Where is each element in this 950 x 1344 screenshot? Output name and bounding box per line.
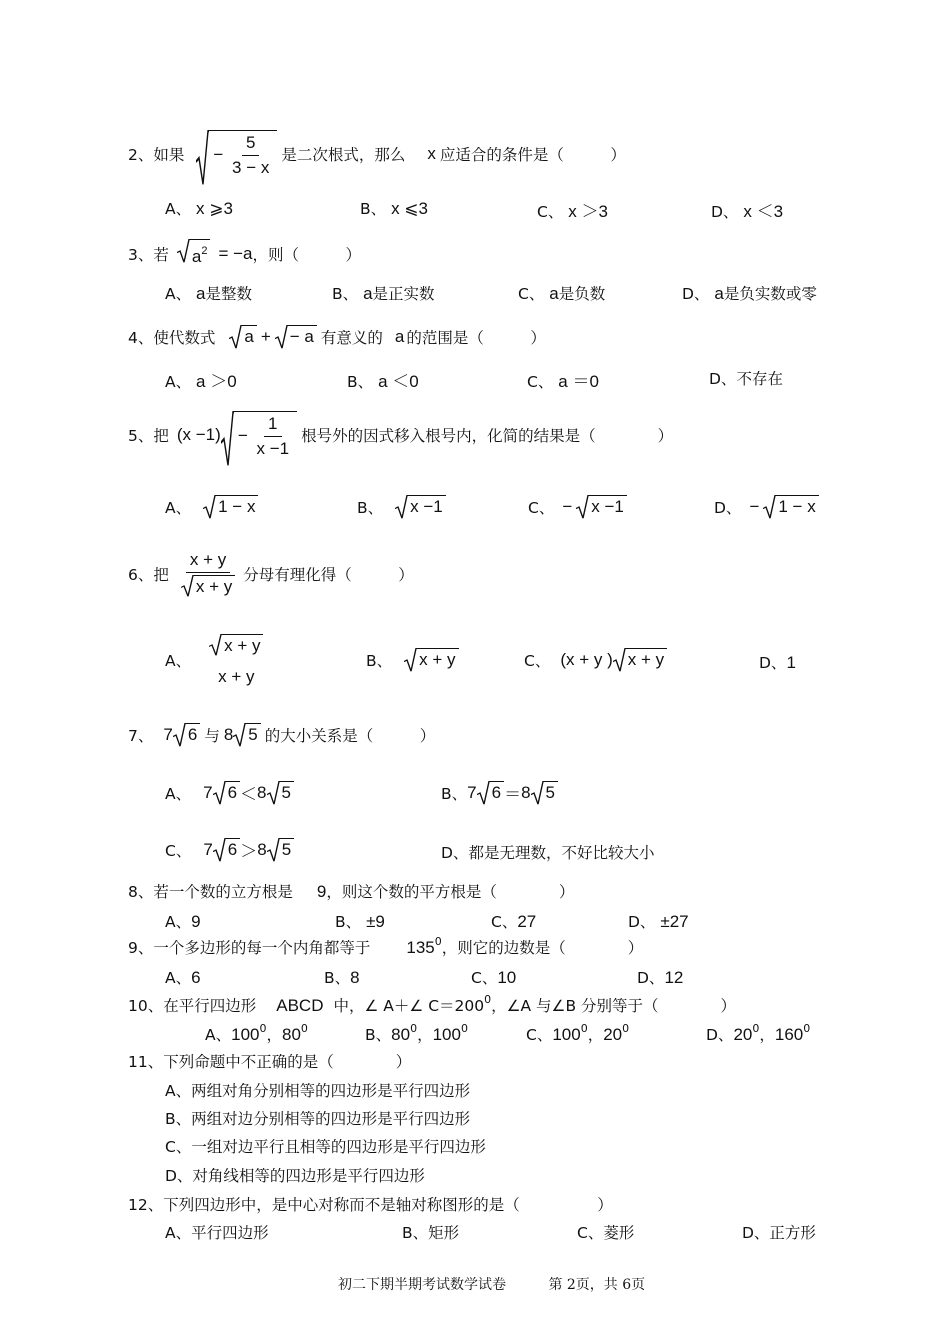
q4-rad1-body: a <box>242 325 256 348</box>
q10-option-c[interactable] <box>526 1022 629 1045</box>
q5-frac-num: 1 <box>264 414 281 437</box>
q8-value: 9 <box>316 882 327 901</box>
q10-c-deg1: 0 <box>580 1022 588 1035</box>
q12-option-a[interactable]: A、平行四边形 <box>165 1224 269 1242</box>
q7-d-text: 都是无理数，不好比较大小 <box>468 844 655 862</box>
q4-rad2-body: − a <box>288 325 317 348</box>
q10-a-v2: 80 <box>282 1025 301 1044</box>
q8-tail: ，则这个数的平方根是（ ） <box>326 883 575 901</box>
q6-frac-num: x + y <box>186 550 230 573</box>
q6-option-b[interactable] <box>366 648 459 671</box>
radical-sign-icon <box>233 723 246 747</box>
q10-c-deg2: 0 <box>622 1022 630 1035</box>
q7-mid: 与 <box>204 726 220 745</box>
q4-b-value: a ＜0 <box>378 372 419 391</box>
q5-c-radical <box>576 495 627 518</box>
q5-factor: (x −1) <box>176 425 221 444</box>
q6-tail: 分母有理化得（ ） <box>243 566 414 584</box>
q7-rad-1: 6 <box>186 723 200 746</box>
q2-var: x <box>427 144 436 163</box>
q5-c-rad: x −1 <box>589 495 627 518</box>
q3-exponent: 2 <box>201 245 208 257</box>
q10-d-v2: 160 <box>774 1025 804 1044</box>
q5-a-radical <box>203 495 258 518</box>
question-5 <box>128 406 673 464</box>
q2-b-value: x ⩽3 <box>391 199 428 218</box>
q7-c-relation: ＞ <box>240 842 258 861</box>
q10-c-v2: 20 <box>603 1025 623 1044</box>
q2-c-label: C、 <box>537 203 564 221</box>
q10-b-deg1: 0 <box>410 1022 418 1035</box>
q7-c-rad-2: 5 <box>280 838 294 861</box>
radical-sign-icon <box>181 575 194 597</box>
radical-sign-icon <box>275 325 288 349</box>
q5-fraction <box>252 414 293 459</box>
q5-c-label: C、 <box>528 498 555 517</box>
q5-option-d[interactable] <box>714 495 819 518</box>
q5-stem-number: 5、把 <box>128 427 169 445</box>
q4-option-d[interactable] <box>709 367 783 389</box>
question-4 <box>128 325 546 348</box>
q6-c-rad: x + y <box>626 648 667 671</box>
q7-option-d[interactable] <box>441 841 654 863</box>
q5-a-rad: 1 − x <box>216 495 258 518</box>
q10-c-label: C、 <box>526 1026 553 1044</box>
q6-option-a[interactable] <box>165 630 267 690</box>
q7-a-radical-1 <box>213 781 240 804</box>
q9-c-value: 10 <box>497 968 517 987</box>
q6-c-radical <box>613 648 667 671</box>
q6-a-den: x + y <box>218 666 255 686</box>
q10-a-sep: ， <box>266 1026 282 1044</box>
q7-coef-1: 7 <box>163 724 173 744</box>
q8-c-label: C、 <box>491 913 518 931</box>
q10-d-deg1: 0 <box>752 1022 760 1035</box>
q10-option-a[interactable] <box>205 1022 308 1045</box>
q3-rad-var: a <box>191 247 202 266</box>
q7-b-radical-1 <box>477 781 504 804</box>
q4-radical-1 <box>229 325 256 348</box>
q5-c-sign: − <box>562 496 573 516</box>
q6-stem-number: 6、把 <box>128 566 169 584</box>
q6-b-rad: x + y <box>417 648 458 671</box>
q6-c-label: C、 <box>524 651 551 670</box>
q4-option-a[interactable] <box>165 367 237 392</box>
page-footer <box>338 1274 645 1294</box>
q6-den-radical <box>181 575 235 598</box>
q8-d-value: ±27 <box>660 912 689 931</box>
q3-a-var: a <box>196 284 206 303</box>
q6-a-radical <box>209 634 263 657</box>
q9-stem: 9、一个多边形的每一个内角都等于 <box>128 939 371 957</box>
q11-option-c[interactable]: C、一组对边平行且相等的四边形是平行四边形 <box>165 1138 486 1156</box>
q8-d-label: D、 <box>628 913 656 931</box>
q7-stem-number: 7、 <box>128 726 154 745</box>
footer-title: 初二下期半期考试数学试卷 <box>338 1277 506 1293</box>
q3-tail: ，则（ ） <box>252 245 362 264</box>
q8-option-a[interactable] <box>165 910 201 932</box>
radical-sign-icon <box>221 411 234 467</box>
radical-sign-icon <box>576 495 589 519</box>
q10-option-d[interactable] <box>706 1022 810 1045</box>
q7-option-a[interactable] <box>165 780 294 805</box>
q7-a-rad-1: 6 <box>226 781 240 804</box>
q10-a-label: A、 <box>205 1026 232 1044</box>
q4-tail: 的范围是（ ） <box>406 328 546 347</box>
q10-a-v1: 100 <box>231 1025 260 1044</box>
q6-a-num: x + y <box>222 634 263 657</box>
q4-mid: 有意义的 <box>320 328 383 347</box>
q8-b-value: ±9 <box>366 912 385 931</box>
q4-d-value: 不存在 <box>736 370 783 388</box>
q7-tail: 的大小关系是（ ） <box>264 726 436 745</box>
q3-b-var: a <box>363 284 373 303</box>
q2-c-value: x ＞3 <box>568 202 608 221</box>
q7-a-coef-1: 7 <box>203 782 213 802</box>
q7-rad-2: 5 <box>246 723 260 746</box>
q9-d-value: 12 <box>664 968 684 987</box>
radical-sign-icon <box>229 325 242 349</box>
q7-a-radical-2 <box>267 781 294 804</box>
q7-b-coef-1: 7 <box>467 782 477 802</box>
q7-c-radical-2 <box>267 838 294 861</box>
radical-sign-icon <box>213 781 226 805</box>
q4-b-label: B、 <box>347 373 374 391</box>
q9-tail: ，则它的边数是（ ） <box>441 939 644 957</box>
q2-option-c[interactable] <box>537 197 608 222</box>
q12-option-d[interactable]: D、正方形 <box>742 1224 816 1242</box>
q5-radical <box>221 411 297 459</box>
q2-minus: − <box>213 144 224 164</box>
question-11: 11、下列命题中不正确的是（ ） <box>128 1053 412 1071</box>
q2-d-value: x ＜3 <box>743 202 784 221</box>
q7-d-label: D、 <box>441 844 469 862</box>
q4-d-label: D、 <box>709 370 737 388</box>
radical-sign-icon <box>395 495 408 519</box>
q4-option-b[interactable] <box>347 367 419 392</box>
question-12: 12、下列四边形中，是中心对称而不是轴对称图形的是（ ） <box>128 1196 613 1214</box>
q7-option-c[interactable] <box>165 837 294 862</box>
q8-stem: 8、若一个数的立方根是 <box>128 883 293 901</box>
q7-b-rad-2: 5 <box>544 781 558 804</box>
q2-tail: 应适合的条件是（ ） <box>439 146 626 164</box>
radical-sign-icon <box>209 634 222 656</box>
q9-value: 135 <box>406 938 435 957</box>
q10-d-label: D、 <box>706 1026 734 1044</box>
footer-page-number: 第 2页，共 6页 <box>548 1277 646 1293</box>
q10-a-deg1: 0 <box>259 1022 267 1035</box>
q3-option-c[interactable] <box>518 282 605 304</box>
q9-d-label: D、 <box>637 969 665 987</box>
q3-a-label: A、 <box>165 285 192 303</box>
q10-b-v2: 100 <box>432 1025 461 1044</box>
q5-d-rad: 1 − x <box>776 495 818 518</box>
q5-a-label: A、 <box>165 498 192 517</box>
q6-option-c[interactable] <box>524 648 667 671</box>
radical-sign-icon <box>173 723 186 747</box>
radical-sign-icon <box>267 781 280 805</box>
q10-shape: ABCD <box>276 996 324 1015</box>
q6-option-d[interactable] <box>759 651 796 673</box>
q3-d-text: 是负实数或零 <box>723 285 817 303</box>
q11-option-b[interactable]: B、两组对边分别相等的四边形是平行四边形 <box>165 1110 471 1128</box>
q3-c-var: a <box>549 284 559 303</box>
question-3 <box>128 239 361 268</box>
q7-c-coef-2: 8 <box>257 839 267 859</box>
radical-sign-icon <box>477 781 490 805</box>
q3-c-text: 是负数 <box>558 285 606 303</box>
q10-b-v1: 80 <box>391 1025 411 1044</box>
q2-stem-number: 2、如果 <box>128 146 185 164</box>
q7-a-relation: ＜ <box>240 785 258 804</box>
q11-option-d[interactable]: D、对角线相等的四边形是平行四边形 <box>165 1167 425 1185</box>
q5-d-sign: − <box>749 496 760 516</box>
q4-plus: + <box>260 326 271 346</box>
q7-coef-2: 8 <box>223 724 234 744</box>
q5-option-b[interactable] <box>357 495 446 518</box>
q2-a-label: A、 <box>165 200 192 218</box>
question-9 <box>128 935 643 958</box>
q2-option-b[interactable] <box>360 197 428 219</box>
q6-d-value: 1 <box>786 653 796 672</box>
q9-option-c[interactable] <box>471 966 516 988</box>
q5-tail: 根号外的因式移入根号内，化简的结果是（ ） <box>301 427 674 445</box>
question-6 <box>128 544 414 604</box>
q7-c-rad-1: 6 <box>226 838 240 861</box>
q7-c-coef-1: 7 <box>203 839 213 859</box>
q5-minus: − <box>237 425 248 445</box>
q7-b-coef-2: 8 <box>521 782 531 802</box>
q4-option-c[interactable] <box>527 367 599 392</box>
q10-mid: 中，∠ A＋∠ C＝200 <box>333 997 485 1015</box>
q9-option-b[interactable] <box>324 966 360 988</box>
q3-a-text: 是整数 <box>205 285 253 303</box>
q2-radical <box>196 130 277 178</box>
q3-b-label: B、 <box>332 285 359 303</box>
q4-a-label: A、 <box>165 373 192 391</box>
q3-d-label: D、 <box>682 285 710 303</box>
q7-a-coef-2: 8 <box>257 782 267 802</box>
q7-b-relation: ＝ <box>504 785 522 804</box>
q7-b-radical-2 <box>531 781 558 804</box>
radical-sign-icon <box>763 495 776 519</box>
q5-option-a[interactable] <box>165 495 258 518</box>
q9-a-label: A、 <box>165 969 192 987</box>
q4-a-value: a ＞0 <box>196 372 237 391</box>
q12-option-b[interactable]: B、矩形 <box>402 1224 460 1242</box>
q8-option-d[interactable] <box>628 910 689 932</box>
q8-a-label: A、 <box>165 913 192 931</box>
q6-b-label: B、 <box>366 651 393 670</box>
q8-b-label: B、 <box>335 913 362 931</box>
q4-var: a <box>394 326 405 346</box>
q5-d-radical <box>763 495 818 518</box>
q7-b-rad-1: 6 <box>490 781 504 804</box>
q10-d-v1: 20 <box>733 1025 753 1044</box>
q2-fraction <box>228 133 273 178</box>
q10-b-label: B、 <box>365 1026 392 1044</box>
q10-d-deg2: 0 <box>803 1022 811 1035</box>
q2-frac-num: 5 <box>242 133 259 156</box>
radical-sign-icon <box>613 648 626 672</box>
q10-a-deg2: 0 <box>300 1022 308 1035</box>
q2-b-label: B、 <box>360 200 387 218</box>
q10-d-sep: ， <box>759 1026 775 1044</box>
q2-a-value: x ⩾3 <box>196 199 233 218</box>
radical-sign-icon <box>404 648 417 672</box>
q8-a-value: 9 <box>191 912 201 931</box>
q6-a-label: A、 <box>165 652 192 670</box>
radical-sign-icon <box>531 781 544 805</box>
q9-option-d[interactable] <box>637 966 683 988</box>
q6-d-label: D、 <box>759 654 787 672</box>
q10-stem: 10、在平行四边形 <box>128 997 257 1015</box>
q3-option-a[interactable] <box>165 282 252 304</box>
question-7 <box>128 723 435 746</box>
radical-sign-icon <box>267 838 280 862</box>
q5-b-radical <box>395 495 446 518</box>
q3-stem-number: 3、若 <box>128 245 169 264</box>
q10-c-sep: ， <box>587 1026 604 1044</box>
q10-tail: ，∠A 与∠B 分别等于（ ） <box>491 997 737 1015</box>
q5-option-c[interactable] <box>528 495 627 518</box>
q3-option-b[interactable] <box>332 282 435 304</box>
q4-radical-2 <box>275 325 317 348</box>
q9-option-a[interactable] <box>165 966 201 988</box>
q3-d-var: a <box>714 284 724 303</box>
q10-c-v1: 100 <box>552 1025 581 1044</box>
radical-sign-icon <box>203 495 216 519</box>
q4-c-label: C、 <box>527 373 554 391</box>
q8-option-c[interactable] <box>491 910 536 932</box>
radical-sign-icon <box>213 838 226 862</box>
q3-radical <box>177 239 211 268</box>
q10-degree: 0 <box>484 993 492 1006</box>
q11-option-a[interactable]: A、两组对角分别相等的四边形是平行四边形 <box>165 1082 471 1100</box>
q3-option-d[interactable] <box>682 282 817 304</box>
q9-b-value: 8 <box>350 968 360 987</box>
q5-b-label: B、 <box>357 498 384 517</box>
q3-b-text: 是正实数 <box>372 285 435 303</box>
q9-degree: 0 <box>434 935 442 948</box>
q5-d-label: D、 <box>714 498 742 517</box>
question-2 <box>128 126 626 182</box>
q7-b-label: B、 <box>441 784 468 803</box>
q2-option-d[interactable] <box>711 197 783 222</box>
radical-sign-icon <box>196 130 209 186</box>
q7-c-radical-1 <box>213 838 240 861</box>
q5-b-rad: x −1 <box>408 495 446 518</box>
q10-b-sep: ， <box>417 1026 433 1044</box>
q7-radical-1 <box>173 723 200 746</box>
q8-c-value: 27 <box>517 912 537 931</box>
q6-b-radical <box>404 648 458 671</box>
q12-option-c[interactable]: C、菱形 <box>577 1224 635 1242</box>
q6-a-fraction <box>205 634 267 687</box>
radical-sign-icon <box>177 239 190 263</box>
q7-option-b[interactable] <box>441 780 558 805</box>
q6-c-factor: (x + y ) <box>560 649 613 669</box>
q6-fraction <box>177 550 239 598</box>
q5-frac-den: x −1 <box>256 439 290 458</box>
q9-a-value: 6 <box>191 968 201 987</box>
q9-b-label: B、 <box>324 969 351 987</box>
q7-c-label: C、 <box>165 841 192 860</box>
q2-d-label: D、 <box>711 203 739 221</box>
q3-equals: = −a <box>218 243 253 263</box>
q10-b-deg2: 0 <box>460 1022 468 1035</box>
q2-mid: 是二次根式，那么 <box>281 146 406 164</box>
q10-option-b[interactable] <box>365 1022 468 1045</box>
q4-c-value: a ＝0 <box>558 372 599 391</box>
question-8 <box>128 880 574 902</box>
q7-a-label: A、 <box>165 784 192 803</box>
q3-c-label: C、 <box>518 285 545 303</box>
q9-c-label: C、 <box>471 969 498 987</box>
question-10 <box>128 993 736 1016</box>
q7-a-rad-2: 5 <box>280 781 294 804</box>
q7-radical-2 <box>233 723 260 746</box>
q6-frac-den: x + y <box>194 575 235 598</box>
q2-option-a[interactable] <box>165 197 233 219</box>
q8-option-b[interactable] <box>335 910 385 932</box>
q4-stem-number: 4、使代数式 <box>128 328 216 347</box>
q2-frac-den: 3 − x <box>232 158 270 177</box>
